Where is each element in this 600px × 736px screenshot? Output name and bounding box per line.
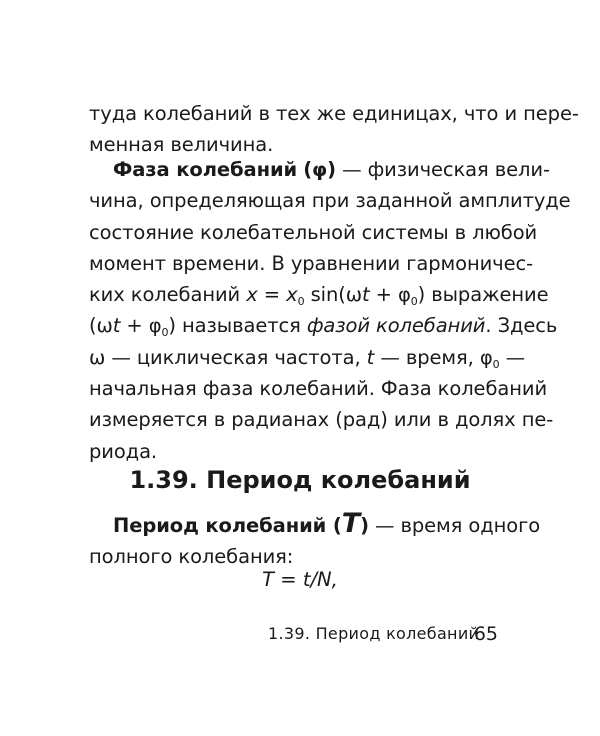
term-phase-italic: фазой колебаний xyxy=(306,314,486,338)
paren-open: ( xyxy=(326,514,342,537)
text-fragment: ω — циклическая частота, xyxy=(89,345,367,369)
running-title: 1.39. Период колебаний xyxy=(268,624,480,643)
text-fragment: + φ xyxy=(120,314,162,338)
text-line: измеряется в радианах (рад) или в долях пе- xyxy=(89,408,554,432)
text-line: момент времени. В уравнении гармоничес- xyxy=(89,251,534,275)
symbol-T: T xyxy=(341,508,361,539)
var-x0: x xyxy=(286,283,298,307)
text-line: менная величина. xyxy=(89,133,274,157)
text-line xyxy=(89,342,525,373)
text-fragment: sin(ω xyxy=(304,283,362,307)
text-line: чина, определяющая при заданной амплитуде xyxy=(89,189,571,213)
var-t: t xyxy=(366,345,375,369)
text-fragment: — xyxy=(499,345,525,369)
subscript-zero: 0 xyxy=(492,357,500,371)
text-line xyxy=(89,508,541,541)
term-period: Период колебаний xyxy=(113,514,327,537)
subscript-zero: 0 xyxy=(410,295,418,309)
var-x: x xyxy=(246,283,258,307)
subscript-zero: 0 xyxy=(297,295,305,309)
text-line: состояние колебательной системы в любой xyxy=(89,220,538,244)
section-heading: 1.39. Период колебаний xyxy=(129,466,471,494)
text-line xyxy=(89,310,558,341)
subscript-zero: 0 xyxy=(161,326,169,340)
text-line xyxy=(89,154,550,185)
page-footer xyxy=(268,620,498,648)
text-fragment: ) называется xyxy=(168,314,307,338)
text-fragment: ких колебаний xyxy=(89,283,247,307)
text-fragment: . Здесь xyxy=(485,314,558,338)
var-t: t xyxy=(112,314,121,338)
text-line: начальная фаза колебаний. Фаза колебаний xyxy=(89,377,548,401)
symbol-phi: (φ) xyxy=(303,158,336,181)
paragraph-period xyxy=(89,508,541,573)
var-t: t xyxy=(361,283,370,307)
text-fragment: = xyxy=(257,283,287,307)
text-fragment: — время одного xyxy=(368,514,541,537)
text-line: туда колебаний в тех же единицах, что и пере- xyxy=(89,102,579,125)
paragraph-amplitude-end xyxy=(89,98,579,161)
text-fragment: — время, φ xyxy=(374,345,493,369)
text-fragment: — физическая вели- xyxy=(335,158,550,181)
paragraph-phase xyxy=(89,154,571,467)
text-fragment: + φ xyxy=(369,283,411,307)
term-phase: Фаза колебаний xyxy=(113,158,298,181)
text-line-equation xyxy=(89,279,549,310)
text-fragment: ) выражение xyxy=(417,283,549,307)
period-formula: T = t/N, xyxy=(262,568,338,591)
text-fragment: (ω xyxy=(89,314,113,338)
paren-close: ) xyxy=(360,514,369,537)
page-number: 65 xyxy=(473,623,498,645)
text-line: риода. xyxy=(89,439,158,463)
text-line: полного колебания: xyxy=(89,545,294,569)
